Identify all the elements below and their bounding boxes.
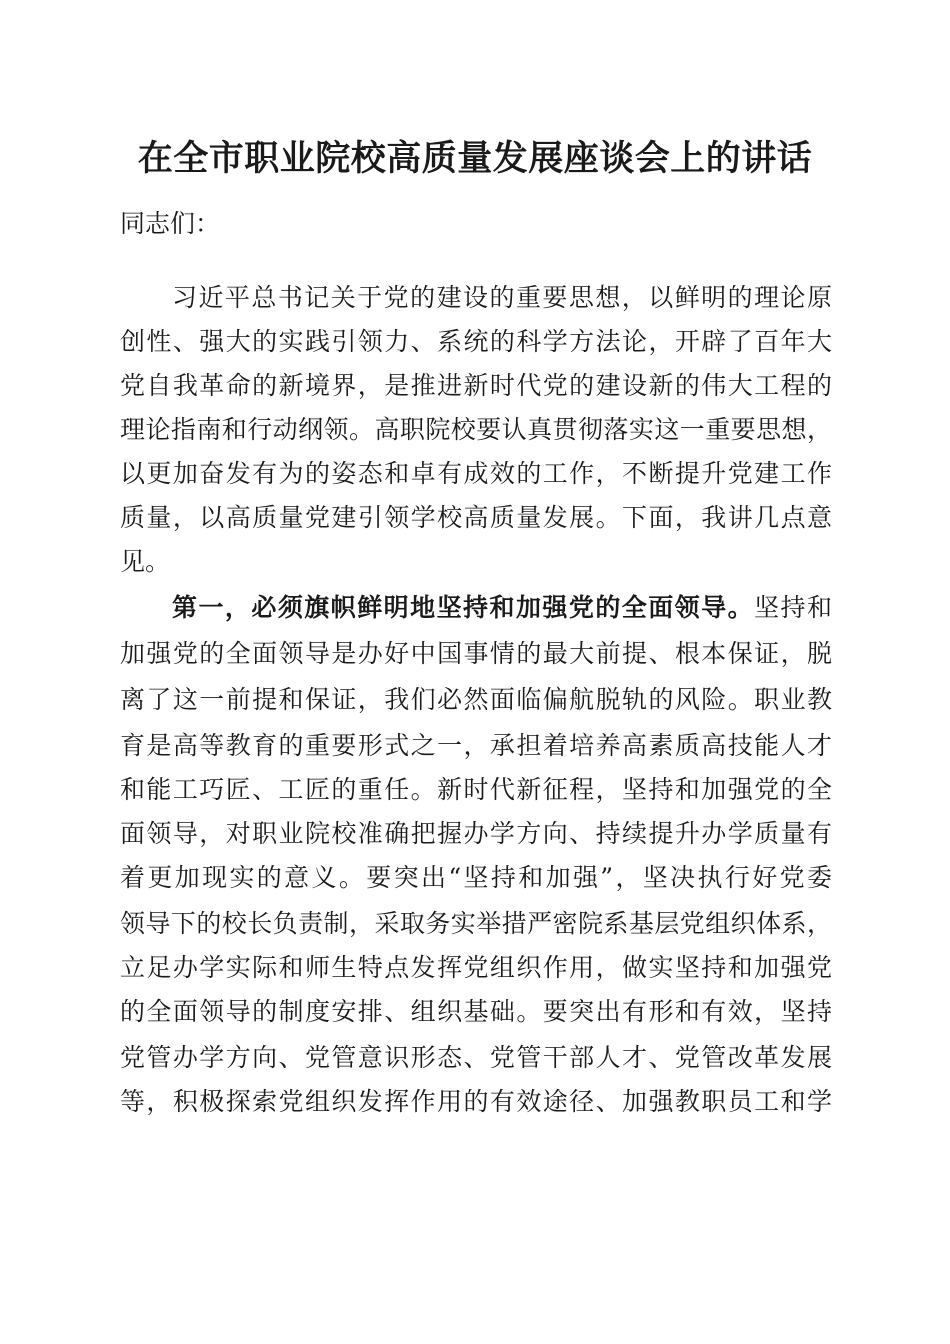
paragraph-line (172, 586, 832, 630)
paragraph-line: 加强党的全面领导是办好中国事情的最大前提、根本保证，脱 (120, 639, 832, 668)
paragraph-line-rest: 坚持和 (754, 593, 832, 622)
paragraph-line: 习近平总书记关于党的建设的重要思想，以鲜明的理论原 (172, 283, 832, 312)
paragraph-line: 离了这一前提和保证，我们必然面临偏航脱轨的风险。职业教 (120, 685, 832, 714)
paragraph-line: 创性、强大的实践引领力、系统的科学方法论，开辟了百年大 (120, 327, 832, 356)
paragraph-line: 质量，以高质量党建引领学校高质量发展。下面，我讲几点意 (120, 503, 832, 532)
section-heading: 第一，必须旗帜鲜明地坚持和加强党的全面领导。 (172, 593, 755, 622)
document-title: 在全市职业院校高质量发展座谈会上的讲话 (137, 138, 813, 179)
paragraph-line: 党自我革命的新境界，是推进新时代党的建设新的伟大工程的 (120, 371, 832, 400)
paragraph-line: 面领导，对职业院校准确把握办学方向、持续提升办学质量有 (120, 819, 832, 848)
paragraph-line: 理论指南和行动纲领。高职院校要认真贯彻落实这一重要思想， (120, 415, 832, 444)
paragraph-line: 见。 (120, 547, 171, 576)
paragraph-line: 党管办学方向、党管意识形态、党管干部人才、党管改革发展 (120, 1043, 832, 1072)
paragraph-line: 着更加现实的意义。要突出“坚持和加强”，坚决执行好党委 (120, 863, 832, 892)
paragraph-line: 的全面领导的制度安排、组织基础。要突出有形和有效，坚持 (120, 997, 832, 1026)
paragraph-line: 立足办学实际和师生特点发挥党组织作用，做实坚持和加强党 (120, 953, 832, 982)
paragraph-line: 和能工巧匠、工匠的重任。新时代新征程，坚持和加强党的全 (120, 775, 832, 804)
salutation: 同志们： (120, 209, 221, 238)
paragraph-line: 育是高等教育的重要形式之一，承担着培养高素质高技能人才 (120, 731, 832, 760)
paragraph-line: 等，积极探索党组织发挥作用的有效途径、加强教职员工和学 (120, 1087, 832, 1116)
paragraph-line: 以更加奋发有为的姿态和卓有成效的工作，不断提升党建工作 (120, 459, 832, 488)
paragraph-line: 领导下的校长负责制，采取务实举措严密院系基层党组织体系， (120, 909, 832, 938)
